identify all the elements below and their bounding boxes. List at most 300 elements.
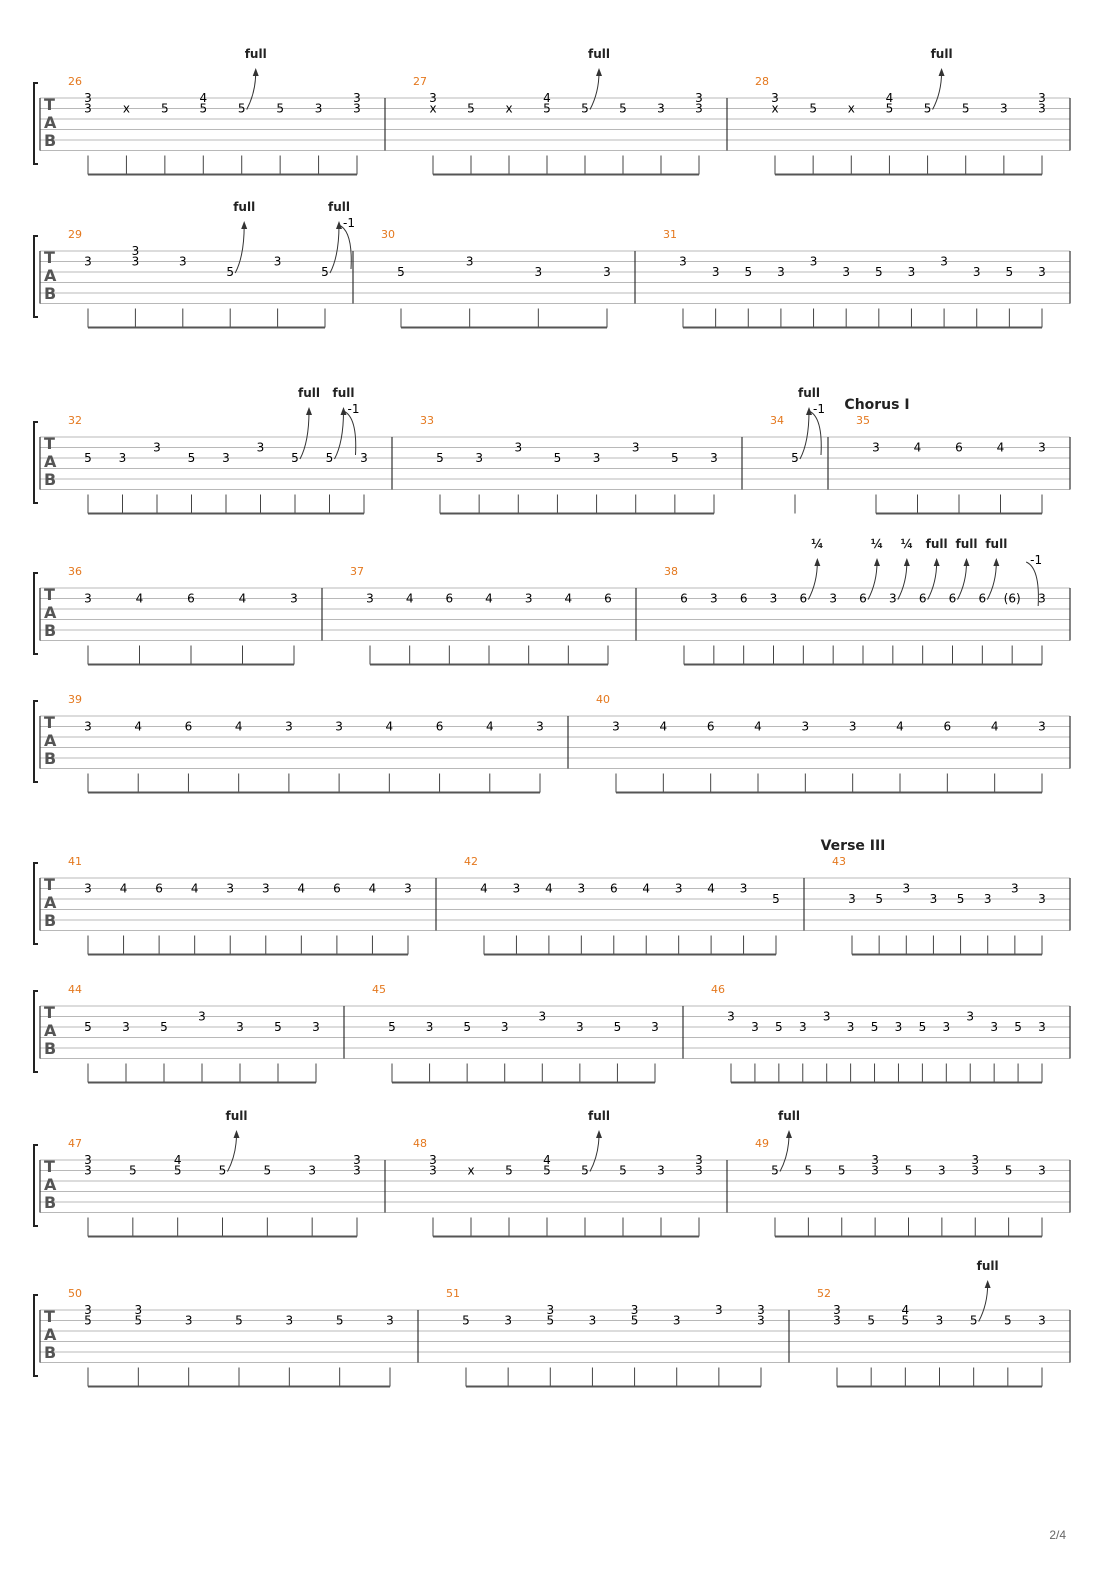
fret-number: 3: [971, 1163, 980, 1178]
fret-number: 4: [996, 440, 1005, 455]
bend-curve: [800, 411, 809, 459]
fret-number: 3: [651, 1020, 659, 1034]
bend-arrowhead: [241, 221, 247, 229]
fret-number: 3: [84, 1303, 92, 1317]
bend-curve: [228, 1134, 237, 1172]
fret-number: 4: [190, 881, 199, 896]
fret-number: 4: [385, 719, 394, 734]
fret-number: 4: [173, 1153, 182, 1167]
fret-number: 3: [871, 1153, 879, 1167]
fret-number: 4: [901, 1303, 910, 1317]
fret-number: 3: [84, 591, 92, 606]
tab-clef-letter: A: [44, 1021, 57, 1040]
fret-number: 3: [425, 1020, 434, 1034]
fret-number: 3: [285, 1313, 294, 1328]
bend-curve: [335, 411, 344, 459]
bend-curve: [928, 562, 937, 600]
fret-number: 3: [84, 881, 92, 896]
fret-number: 4: [543, 91, 551, 105]
fret-number: 3: [1038, 265, 1046, 279]
fret-number: 3: [308, 1163, 316, 1178]
fret-number: 3: [184, 1313, 193, 1328]
bend-label: full: [328, 200, 350, 214]
fret-number: 6: [948, 591, 957, 606]
fret-number: 6: [155, 881, 163, 896]
fret-number: 5: [84, 1313, 92, 1328]
tab-clef-letter: T: [44, 585, 55, 604]
system-bracket: [34, 991, 38, 1072]
tab-clef-letter: B: [44, 470, 57, 489]
fret-number: 4: [119, 881, 128, 896]
measure-number: 52: [817, 1287, 831, 1300]
fret-number: 3: [938, 1163, 946, 1178]
fret-number: 5: [388, 1020, 396, 1034]
fret-number: 3: [1000, 101, 1008, 116]
fret-number: 6: [609, 881, 618, 896]
fret-number: 4: [485, 591, 493, 606]
bend-arrowhead: [964, 558, 970, 566]
fret-number: 4: [885, 91, 894, 105]
fret-number: 3: [1038, 91, 1046, 105]
tab-clef-letter: T: [44, 1157, 55, 1176]
system-bracket: [34, 83, 38, 164]
bend-arrowhead: [985, 1280, 991, 1288]
fret-number: 4: [405, 591, 414, 606]
fret-number: 5: [235, 1313, 243, 1328]
fret-number: 5: [1005, 265, 1014, 279]
fret-number: 3: [314, 101, 323, 116]
fret-number: 5: [335, 1313, 344, 1328]
fret-number: 5: [804, 1163, 813, 1178]
fret-number: 5: [837, 1163, 846, 1178]
fret-number: 3: [695, 101, 703, 116]
bend-label: ¼: [900, 537, 914, 551]
fret-number: 3: [846, 1020, 855, 1034]
fret-number: 3: [131, 244, 140, 258]
fret-number: 3: [1038, 101, 1046, 116]
fret-number: 5: [397, 265, 405, 279]
fret-number: 5: [775, 1020, 783, 1034]
tab-clef-letter: A: [44, 452, 57, 471]
fret-number: 4: [485, 719, 494, 734]
fret-number: 3: [1038, 1313, 1046, 1328]
fret-number: 3: [504, 1313, 512, 1328]
section-label: Verse III: [820, 838, 886, 854]
tab-clef-letter: T: [44, 248, 55, 267]
fret-number: 5: [630, 1313, 639, 1328]
fret-number: 4: [480, 881, 488, 896]
fret-number: 3: [122, 1020, 130, 1034]
fret-number: 5: [874, 265, 883, 279]
fret-number: 3: [710, 591, 718, 606]
measure-number: 45: [372, 983, 386, 996]
fret-number: 5: [961, 101, 970, 116]
fret-number: 3: [360, 451, 368, 465]
fret-number: 5: [870, 1020, 879, 1034]
fret-number: 5: [321, 265, 329, 279]
fret-number: 4: [199, 91, 208, 105]
bend-arrowhead: [786, 1130, 792, 1138]
bend-curve: [898, 562, 907, 600]
fret-number: 3: [612, 719, 620, 734]
tab-clef-letter: B: [44, 131, 57, 150]
bend-curve: [235, 225, 244, 273]
fret-number: 3: [710, 451, 718, 465]
measure-number: 40: [596, 693, 610, 706]
bend-label: full: [985, 537, 1008, 551]
fret-number: 6: [187, 591, 195, 606]
page-number: 2/4: [1049, 1528, 1066, 1542]
fret-number: 4: [707, 881, 715, 896]
tab-clef-letter: B: [44, 621, 57, 640]
fret-number: 5: [1014, 1020, 1022, 1034]
fret-number: 3: [902, 881, 911, 896]
fret-number: 5: [134, 1313, 143, 1328]
fret-number: 4: [642, 881, 651, 896]
tab-clef-letter: A: [44, 1175, 57, 1194]
tab-clef-letter: T: [44, 875, 55, 894]
bend-curve: [933, 72, 942, 110]
measure-number: 50: [68, 1287, 82, 1300]
release-label: -1: [813, 402, 825, 416]
fret-number: 3: [261, 881, 270, 896]
fret-number: 6: [978, 591, 987, 606]
bend-curve: [590, 1134, 599, 1172]
fret-number: 6: [859, 591, 867, 606]
release-label: -1: [347, 402, 360, 416]
fret-number: 3: [84, 254, 92, 269]
tab-clef-letter: T: [44, 95, 55, 114]
fret-number: 5: [619, 101, 627, 116]
fret-number: 3: [84, 1153, 92, 1167]
measure-number: 27: [413, 75, 427, 88]
fret-number: 3: [429, 1153, 437, 1167]
fret-number: 5: [581, 1163, 589, 1178]
fret-number: 5: [901, 1313, 910, 1328]
fret-number: 5: [771, 1163, 779, 1178]
fret-number: 3: [631, 440, 640, 455]
fret-number: 3: [657, 101, 665, 116]
fret-number: x: [467, 1163, 475, 1178]
fret-number: 5: [543, 1163, 551, 1178]
system-bracket: [34, 573, 38, 654]
fret-number: 4: [368, 881, 377, 896]
fret-number: x: [429, 101, 437, 116]
fret-number: 4: [135, 591, 144, 606]
fret-number: 4: [238, 591, 247, 606]
bend-label: full: [778, 1109, 800, 1123]
fret-number: 5: [885, 101, 894, 116]
measure-number: 48: [413, 1137, 427, 1150]
bend-label: full: [930, 47, 953, 61]
fret-number: 3: [588, 1313, 597, 1328]
fret-number: 3: [798, 1020, 807, 1034]
fret-number: 6: [184, 719, 193, 734]
fret-number: 5: [325, 451, 334, 465]
system-bracket: [34, 1145, 38, 1226]
fret-number: 6: [604, 591, 612, 606]
measure-number: 29: [68, 228, 82, 241]
fret-number: 3: [971, 1153, 980, 1167]
fret-number: 3: [630, 1303, 639, 1317]
fret-number: 5: [263, 1163, 272, 1178]
fret-number: 5: [237, 101, 246, 116]
fret-number: 3: [674, 881, 683, 896]
fret-number: 3: [153, 440, 161, 455]
fret-number: 6: [955, 440, 963, 455]
fret-number: 6: [799, 591, 808, 606]
measure-number: 42: [464, 855, 478, 868]
fret-number: 3: [84, 91, 92, 105]
fret-number: 5: [619, 1163, 627, 1178]
fret-number: 5: [671, 451, 679, 465]
measure-number: 34: [770, 414, 784, 427]
fret-number: 3: [894, 1020, 903, 1034]
tab-clef-letter: T: [44, 1307, 55, 1326]
fret-number: 5: [1004, 1163, 1013, 1178]
fret-number: 5: [923, 101, 932, 116]
fret-number: 3: [353, 91, 361, 105]
fret-number: (6): [1003, 591, 1021, 606]
fret-number: x: [122, 101, 130, 116]
bend-arrowhead: [253, 68, 259, 76]
measure-number: 32: [68, 414, 82, 427]
fret-number: 5: [867, 1313, 875, 1328]
fret-number: 5: [543, 101, 551, 116]
bend-label: full: [298, 386, 320, 400]
release-label: -1: [1030, 553, 1043, 567]
fret-number: 5: [84, 1020, 92, 1034]
fret-number: 6: [706, 719, 715, 734]
fret-number: 3: [404, 881, 412, 896]
fret-number: 5: [218, 1163, 227, 1178]
fret-number: 3: [983, 892, 992, 906]
fret-number: 5: [226, 265, 235, 279]
fret-number: 4: [545, 881, 553, 896]
tab-clef-letter: B: [44, 749, 57, 768]
bend-label: full: [225, 1109, 248, 1123]
measure-number: 26: [68, 75, 82, 88]
section-label: Chorus I: [844, 397, 910, 413]
fret-number: 5: [161, 101, 169, 116]
system-bracket: [34, 1295, 38, 1376]
fret-number: 5: [274, 1020, 282, 1034]
tab-clef-letter: T: [44, 434, 55, 453]
fret-number: 5: [581, 101, 589, 116]
fret-number: 3: [512, 881, 521, 896]
bend-label: full: [925, 537, 948, 551]
fret-number: 3: [771, 91, 779, 105]
fret-number: 5: [613, 1020, 622, 1034]
fret-number: 3: [990, 1020, 998, 1034]
fret-number: 3: [131, 254, 140, 269]
bend-label: full: [976, 1259, 999, 1273]
fret-number: 3: [285, 719, 293, 734]
fret-number: 3: [848, 719, 857, 734]
fret-number: 3: [739, 881, 748, 896]
tab-clef-letter: A: [44, 113, 57, 132]
bend-curve: [780, 1134, 789, 1172]
fret-number: 3: [1038, 892, 1046, 906]
fret-number: 3: [290, 591, 298, 606]
fret-number: 3: [907, 265, 916, 279]
bend-label: ¼: [870, 537, 884, 551]
fret-number: 3: [534, 265, 543, 279]
fret-number: 3: [1038, 440, 1046, 455]
fret-number: 3: [546, 1303, 555, 1317]
fret-number: 3: [822, 1009, 831, 1024]
fret-number: 3: [538, 1009, 547, 1024]
bend-arrowhead: [993, 558, 999, 566]
fret-number: 3: [226, 881, 235, 896]
bend-curve: [247, 72, 256, 110]
fret-number: 3: [1038, 1020, 1046, 1034]
bend-label: full: [798, 386, 820, 400]
fret-number: 5: [772, 892, 780, 906]
bend-curve: [590, 72, 599, 110]
fret-number: 3: [603, 265, 611, 279]
tab-clef-letter: A: [44, 1325, 57, 1344]
fret-number: 3: [672, 1313, 681, 1328]
fret-number: 3: [833, 1303, 841, 1317]
release-curve: [809, 411, 821, 455]
fret-number: 3: [178, 254, 187, 269]
fret-number: 3: [536, 719, 544, 734]
system-bracket: [34, 863, 38, 944]
measure-number: 31: [663, 228, 677, 241]
measure-number: 28: [755, 75, 769, 88]
system-bracket: [34, 422, 38, 503]
fret-number: 3: [429, 91, 437, 105]
fret-number: 3: [429, 1163, 437, 1178]
fret-number: 3: [833, 1313, 841, 1328]
tab-clef-letter: T: [44, 713, 55, 732]
measure-number: 33: [420, 414, 434, 427]
fret-number: 3: [657, 1163, 665, 1178]
fret-number: 3: [222, 451, 230, 465]
bend-curve: [958, 562, 967, 600]
measure-number: 37: [350, 565, 364, 578]
tab-clef-letter: B: [44, 284, 57, 303]
fret-number: 4: [134, 719, 143, 734]
fret-number: 3: [848, 892, 856, 906]
fret-number: 4: [297, 881, 306, 896]
bend-arrowhead: [939, 68, 945, 76]
fret-number: 3: [134, 1303, 143, 1317]
fret-number: 3: [84, 1163, 92, 1178]
fret-number: 3: [592, 451, 601, 465]
fret-number: 3: [872, 440, 880, 455]
fret-number: 5: [173, 1163, 182, 1178]
fret-number: 3: [198, 1009, 206, 1024]
fret-number: 3: [769, 591, 778, 606]
fret-number: 6: [445, 591, 454, 606]
fret-number: 3: [256, 440, 265, 455]
fret-number: 3: [84, 719, 92, 734]
fret-number: 5: [187, 451, 196, 465]
fret-number: 6: [918, 591, 927, 606]
fret-number: 4: [896, 719, 904, 734]
fret-number: 5: [904, 1163, 913, 1178]
fret-number: 3: [715, 1303, 723, 1317]
fret-number: 5: [129, 1163, 137, 1178]
release-curve: [339, 225, 351, 269]
bend-curve: [987, 562, 996, 600]
fret-number: 6: [680, 591, 688, 606]
fret-number: 5: [969, 1313, 978, 1328]
bend-label: full: [332, 386, 355, 400]
system-bracket: [34, 701, 38, 782]
measure-number: 41: [68, 855, 82, 868]
tab-clef-letter: B: [44, 1343, 57, 1362]
fret-number: 5: [199, 101, 208, 116]
bend-label: full: [244, 47, 267, 61]
fret-number: 3: [940, 254, 948, 269]
bend-arrowhead: [306, 407, 312, 415]
fret-number: 3: [695, 1153, 703, 1167]
fret-number: 3: [942, 1020, 951, 1034]
fret-number: 3: [1038, 719, 1046, 734]
fret-number: 5: [918, 1020, 927, 1034]
tab-clef-letter: A: [44, 893, 57, 912]
fret-number: 5: [956, 892, 965, 906]
fret-number: 3: [312, 1020, 320, 1034]
fret-number: x: [505, 101, 513, 116]
fret-number: 5: [553, 451, 562, 465]
measure-number: 51: [446, 1287, 460, 1300]
fret-number: 6: [943, 719, 952, 734]
fret-number: 3: [966, 1009, 975, 1024]
fret-number: 3: [777, 265, 785, 279]
fret-number: 5: [160, 1020, 168, 1034]
fret-number: 3: [727, 1009, 735, 1024]
fret-number: 5: [1004, 1313, 1012, 1328]
fret-number: 3: [1011, 881, 1019, 896]
fret-number: 3: [1038, 591, 1046, 606]
fret-number: 3: [935, 1313, 944, 1328]
fret-number: 3: [929, 892, 938, 906]
fret-number: 4: [913, 440, 922, 455]
tab-clef-letter: A: [44, 266, 57, 285]
fret-number: 3: [500, 1020, 509, 1034]
tab-clef-letter: A: [44, 731, 57, 750]
bend-arrowhead: [234, 1130, 240, 1138]
fret-number: 3: [118, 451, 127, 465]
release-curve: [344, 411, 356, 455]
release-curve: [1026, 562, 1038, 606]
fret-number: 3: [757, 1313, 765, 1328]
fret-number: 4: [564, 591, 573, 606]
fret-number: 3: [679, 254, 687, 269]
release-label: -1: [343, 216, 355, 230]
fret-number: 3: [751, 1020, 759, 1034]
measure-number: 30: [381, 228, 395, 241]
fret-number: 3: [757, 1303, 765, 1317]
fret-number: 5: [791, 451, 799, 465]
fret-number: 5: [744, 265, 753, 279]
fret-number: 3: [829, 591, 837, 606]
bend-curve: [330, 225, 339, 273]
fret-number: 3: [236, 1020, 244, 1034]
bend-arrowhead: [934, 558, 940, 566]
fret-number: 3: [353, 1163, 361, 1178]
fret-number: 5: [467, 101, 475, 116]
tab-clef-letter: T: [44, 1003, 55, 1022]
fret-number: 5: [505, 1163, 513, 1178]
fret-number: 3: [1038, 1163, 1046, 1178]
fret-number: 3: [809, 254, 818, 269]
fret-number: 3: [711, 265, 720, 279]
